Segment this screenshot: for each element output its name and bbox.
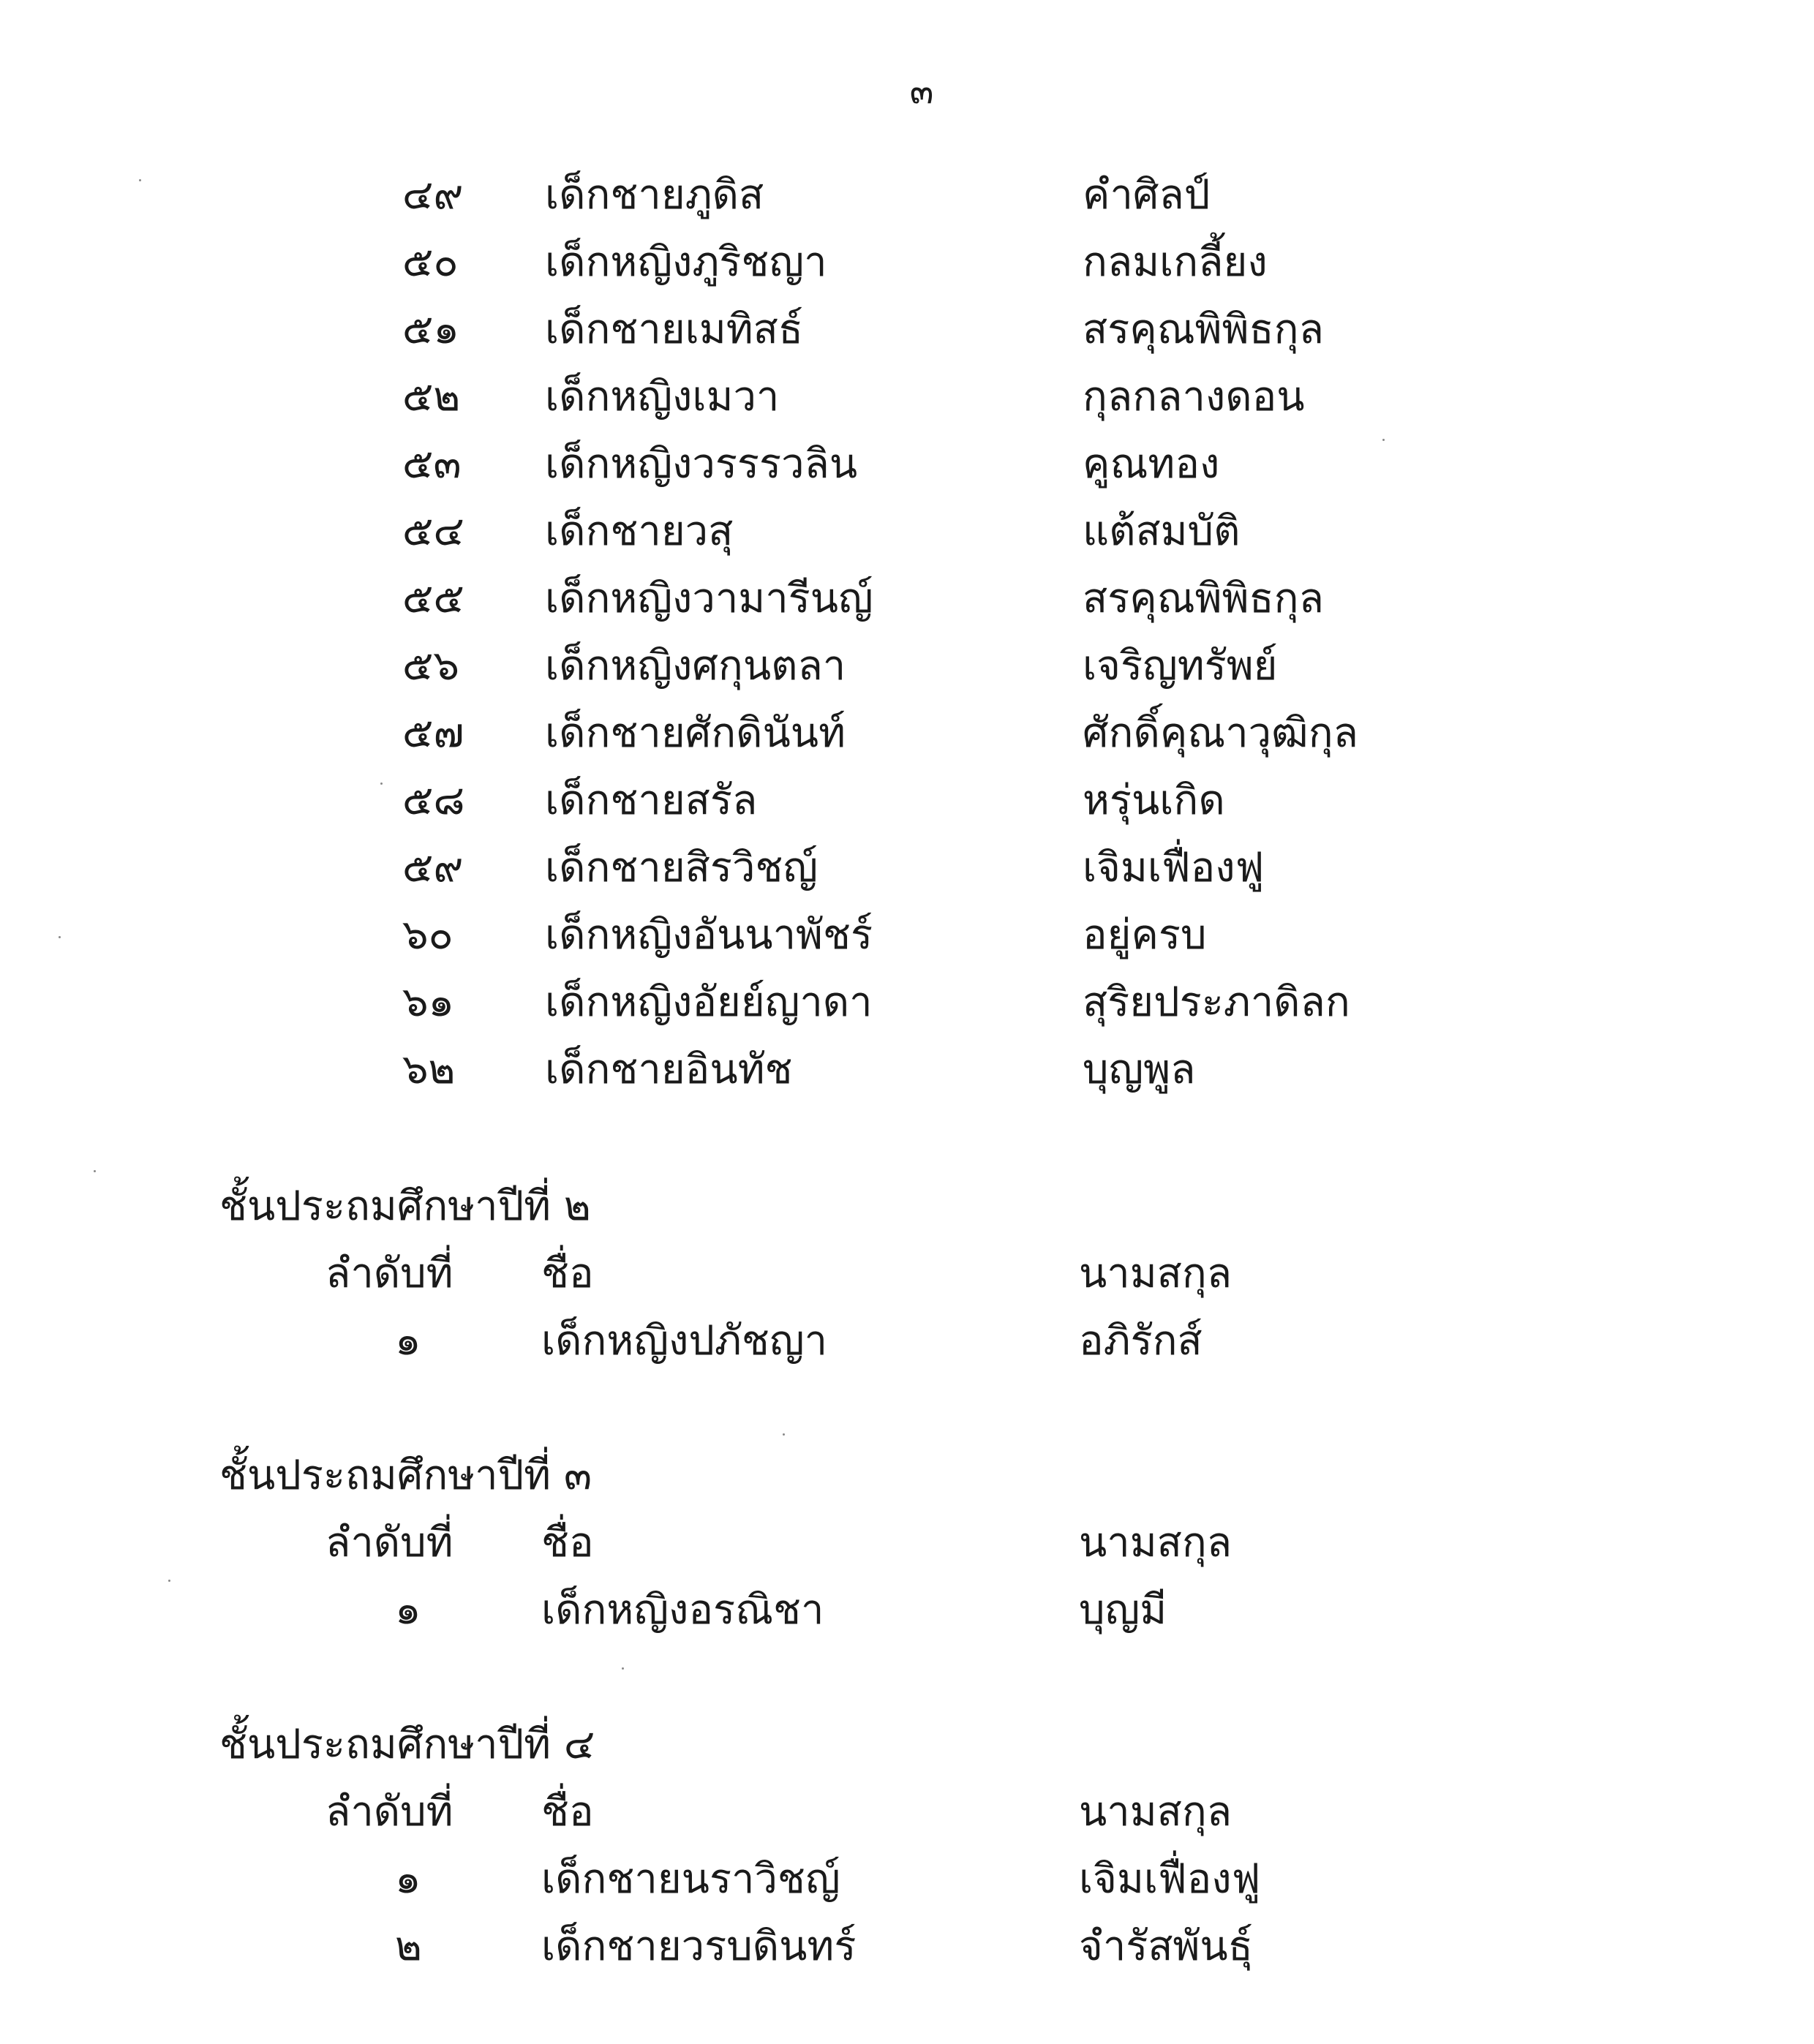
scan-speck <box>1382 439 1385 441</box>
student-name: เด็กหญิงปภัชญา <box>541 1317 828 1365</box>
student-surname: คูณทอง <box>1083 440 1220 488</box>
header-name: ชื่อ <box>541 1519 594 1566</box>
row-number: ๕๓ <box>402 440 462 488</box>
scan-speck <box>783 1433 785 1436</box>
student-surname: สรคุณพิพิธกุล <box>1083 306 1324 353</box>
student-surname: เจิมเฟื่องฟู <box>1079 1855 1261 1903</box>
row-number: ๒ <box>395 1923 422 1970</box>
row-number: ๕๗ <box>402 709 464 757</box>
row-number: ๕๘ <box>402 777 465 824</box>
student-name: เด็กหญิงวรรรวลิน <box>545 440 858 488</box>
student-surname: คำศิลป์ <box>1083 171 1211 219</box>
scan-speck <box>380 782 383 785</box>
student-surname: อภิรักส์ <box>1079 1317 1203 1365</box>
student-surname: อยู่ครบ <box>1083 911 1207 959</box>
student-name: เด็กชายสรัล <box>545 777 758 824</box>
student-name: เด็กชายวสุ <box>545 508 734 555</box>
section-title-grade-2: ชั้นประถมศึกษาปีที่ ๒ <box>219 1183 591 1230</box>
student-name: เด็กชายอินทัช <box>545 1046 793 1093</box>
header-surname: นามสกุล <box>1079 1788 1232 1836</box>
header-name: ชื่อ <box>541 1788 594 1836</box>
student-name: เด็กหญิงวามารีนญ์ <box>545 575 873 622</box>
header-order: ลำดับที่ <box>325 1250 454 1297</box>
student-surname: ศักดิ์คุณาวุฒิกุล <box>1083 709 1358 757</box>
student-surname: บุญมี <box>1079 1586 1167 1634</box>
student-surname: กลมเกลี้ยง <box>1083 238 1268 286</box>
student-name: เด็กชายนราวิชญ์ <box>541 1855 840 1903</box>
student-name: เด็กหญิงศกุนตลา <box>545 642 846 690</box>
student-surname: เจิมเฟื่องฟู <box>1083 844 1265 891</box>
row-number: ๕๙ <box>402 844 464 891</box>
row-number: ๕๕ <box>402 575 464 622</box>
student-surname: สุริยประภาดิลก <box>1083 978 1350 1026</box>
row-number: ๖๐ <box>402 911 454 959</box>
header-order: ลำดับที่ <box>325 1788 454 1836</box>
student-surname: เจริญทรัพย์ <box>1083 642 1278 690</box>
section-title-grade-3: ชั้นประถมศึกษาปีที่ ๓ <box>219 1452 592 1499</box>
row-number: ๑ <box>395 1855 421 1903</box>
header-surname: นามสกุล <box>1079 1519 1232 1566</box>
student-surname: กุลกลางดอน <box>1083 373 1305 421</box>
row-number: ๕๖ <box>402 642 459 690</box>
header-order: ลำดับที่ <box>325 1519 454 1566</box>
section-title-grade-4: ชั้นประถมศึกษาปีที่ ๔ <box>219 1721 595 1768</box>
student-surname: บุญพูล <box>1083 1046 1196 1093</box>
student-surname: แต้สมบัติ <box>1083 508 1241 555</box>
row-number: ๕๒ <box>402 373 461 421</box>
student-name: เด็กหญิงเมวา <box>545 373 780 421</box>
student-name: เด็กหญิงอันนาพัชร์ <box>545 911 873 959</box>
scan-speck <box>622 1667 624 1670</box>
row-number: ๕๑ <box>402 306 459 353</box>
row-number: ๑ <box>395 1586 421 1634</box>
row-number: ๖๑ <box>402 978 455 1026</box>
student-name: เด็กชายวรบดินทร์ <box>541 1923 857 1970</box>
row-number: ๕๔ <box>402 508 464 555</box>
student-name: เด็กหญิงอัยย์ญาดา <box>545 978 873 1026</box>
student-surname: หรุ่นเกิด <box>1083 777 1225 824</box>
row-number: ๖๒ <box>402 1046 456 1093</box>
header-surname: นามสกุล <box>1079 1250 1232 1297</box>
student-surname: จำรัสพันธุ์ <box>1079 1923 1253 1970</box>
student-name: เด็กชายเมทิสธ์ <box>545 306 804 353</box>
student-surname: สรคุณพิพิธกุล <box>1083 575 1324 622</box>
student-name: เด็กชายภูดิส <box>545 171 764 219</box>
student-name: เด็กชายสิรวิชญ์ <box>545 844 818 891</box>
scan-speck <box>59 936 61 938</box>
student-name: เด็กชายศักดินันท์ <box>545 709 846 757</box>
header-name: ชื่อ <box>541 1250 594 1297</box>
row-number: ๔๙ <box>402 171 464 219</box>
scan-speck <box>168 1580 170 1582</box>
student-name: เด็กหญิงอรณิชา <box>541 1586 824 1634</box>
scan-speck <box>139 179 141 181</box>
page-number: ๓ <box>909 71 934 112</box>
student-name: เด็กหญิงภูริชญา <box>545 238 827 286</box>
row-number: ๕๐ <box>402 238 459 286</box>
row-number: ๑ <box>395 1317 421 1365</box>
scan-speck <box>94 1170 96 1172</box>
